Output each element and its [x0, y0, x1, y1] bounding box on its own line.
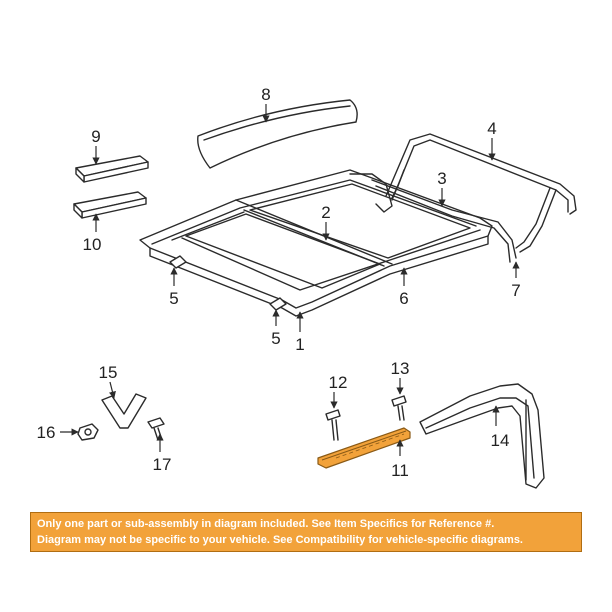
- part-10-pad: [74, 192, 146, 218]
- callout-10: 10: [82, 235, 102, 254]
- notice-banner: [30, 512, 582, 552]
- callout-5b: 5: [271, 329, 281, 348]
- notice-line-1: Only one part or sub-assembly in diagram included. See Item Specifics for Reference #.: [37, 518, 495, 530]
- callout-11: 11: [391, 461, 409, 480]
- part-12-bolt: [326, 410, 340, 440]
- callout-6: 6: [399, 289, 409, 308]
- part-16-nut: [78, 424, 98, 440]
- part-15-bracket: [102, 394, 146, 428]
- callout-16: 16: [36, 423, 56, 442]
- part-8-header-pad: [198, 100, 357, 168]
- callout-13: 13: [390, 359, 410, 378]
- part-1-roof-frame: [140, 170, 492, 316]
- callout-1: 1: [295, 335, 305, 354]
- part-14-pillar-trim: [420, 384, 544, 488]
- callout-4: 4: [487, 119, 497, 138]
- callout-5a: 5: [169, 289, 179, 308]
- callout-8: 8: [261, 85, 271, 104]
- callout-3: 3: [437, 169, 447, 188]
- callout-17: 17: [152, 455, 172, 474]
- callout-2: 2: [321, 203, 331, 222]
- notice-line-2: Diagram may not be specific to your vehicle. See Compatibility for vehicle-specific diagrams.: [37, 534, 523, 546]
- part-17-bolt: [148, 418, 164, 440]
- callout-15: 15: [98, 363, 118, 382]
- part-13-bolt: [392, 396, 406, 420]
- part-9-pad: [76, 156, 148, 182]
- callout-12: 12: [328, 373, 348, 392]
- callout-7: 7: [511, 281, 521, 300]
- callout-9: 9: [91, 127, 101, 146]
- callout-14: 14: [490, 431, 510, 450]
